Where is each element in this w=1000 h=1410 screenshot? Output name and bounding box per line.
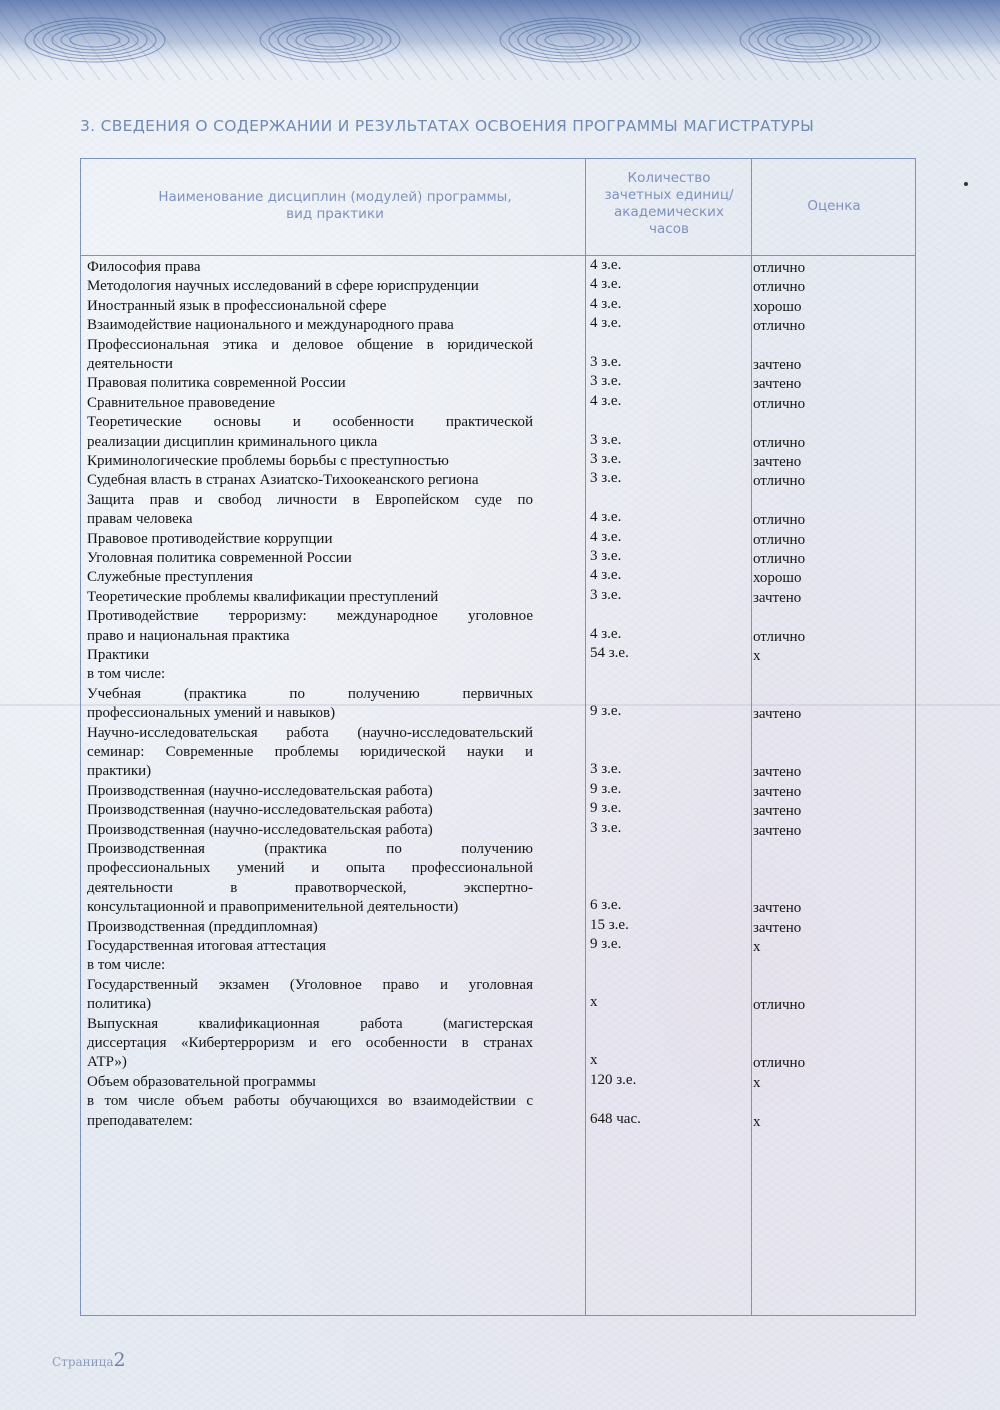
credits-value: 6 з.е. bbox=[590, 897, 622, 914]
table-column-divider bbox=[585, 158, 586, 1316]
discipline-name bbox=[87, 1073, 533, 1092]
table-header-grade: Оценка bbox=[807, 198, 861, 214]
discipline-name bbox=[87, 1092, 533, 1131]
discipline-name-line: Выпускная квалификационная работа (магистерская bbox=[87, 1015, 533, 1032]
discipline-name-line: АТР») bbox=[87, 1054, 127, 1071]
credits-value: 15 з.е. bbox=[590, 916, 629, 933]
credits-value: 4 з.е. bbox=[590, 567, 622, 584]
grade-value: отлично bbox=[753, 551, 806, 567]
grade-value: зачтено bbox=[753, 822, 802, 839]
discipline-name-line: реализации дисциплин криминального цикла bbox=[87, 433, 378, 450]
header-text: вид практики bbox=[286, 206, 384, 222]
discipline-name bbox=[87, 413, 533, 452]
discipline-name-line: Научно-исследовательская работа (научно-исследовательский bbox=[87, 724, 533, 741]
discipline-name-line: Производственная (научно-исследовательская работа) bbox=[87, 821, 433, 838]
grade-value: x bbox=[753, 939, 761, 955]
table-header-credits bbox=[590, 170, 748, 238]
grade-value: зачтено bbox=[753, 783, 802, 800]
discipline-name-line: профессиональных умений и навыков) bbox=[87, 705, 336, 722]
credits-value: 54 з.е. bbox=[590, 645, 629, 661]
discipline-name bbox=[87, 1015, 533, 1073]
credits-value: 3 з.е. bbox=[590, 373, 622, 390]
discipline-name-line: Производственная (практика по получению bbox=[87, 841, 533, 857]
discipline-name bbox=[87, 956, 533, 975]
credits-value: 3 з.е. bbox=[590, 431, 622, 448]
grade-value: x bbox=[753, 1113, 761, 1130]
discipline-name-line: Иностранный язык в профессиональной сфере bbox=[87, 297, 387, 314]
discipline-name-line: Государственная итоговая аттестация bbox=[87, 938, 327, 954]
discipline-name-line: Производственная (преддипломная) bbox=[87, 918, 318, 935]
header-text: часов bbox=[649, 221, 689, 237]
discipline-name bbox=[87, 471, 533, 490]
discipline-name-line: консультационной и правоприменительной деятельности) bbox=[87, 899, 459, 916]
header-text: зачетных единиц/ bbox=[604, 187, 734, 203]
discipline-name bbox=[87, 297, 533, 316]
discipline-name-line: Уголовная политика современной России bbox=[87, 550, 352, 566]
discipline-name-line: право и национальная практика bbox=[87, 627, 290, 644]
discipline-name-line: Взаимодействие национального и международного права bbox=[87, 317, 454, 334]
discipline-name bbox=[87, 568, 533, 587]
credits-value: x bbox=[590, 994, 598, 1011]
discipline-name bbox=[87, 336, 533, 375]
discipline-name-line: в том числе: bbox=[87, 666, 166, 683]
credits-value: 9 з.е. bbox=[590, 800, 622, 817]
credits-value: 3 з.е. bbox=[590, 761, 622, 778]
table-header-discipline bbox=[90, 189, 580, 223]
discipline-name-line: преподавателем: bbox=[87, 1112, 193, 1129]
discipline-name-line: в том числе объем работы обучающихся во взаимодействии с bbox=[87, 1093, 533, 1110]
discipline-name-line: Практики bbox=[87, 647, 149, 663]
discipline-name bbox=[87, 588, 533, 607]
discipline-name-line: Судебная власть в странах Азиатско-Тихоокеанского региона bbox=[87, 472, 479, 489]
grade-value: отлично bbox=[753, 473, 806, 490]
section-title: 3. СВЕДЕНИЯ О СОДЕРЖАНИИ И РЕЗУЛЬТАТАХ ОСВОЕНИЯ ПРОГРАММЫ МАГИСТРАТУРЫ bbox=[80, 117, 815, 135]
credits-value: 4 з.е. bbox=[590, 509, 622, 526]
credits-value: 3 з.е. bbox=[590, 470, 622, 487]
discipline-name bbox=[87, 530, 533, 549]
discipline-name bbox=[87, 724, 533, 782]
grade-value: хорошо bbox=[753, 570, 802, 587]
grade-value: отлично bbox=[753, 395, 806, 412]
credits-value: 3 з.е. bbox=[590, 353, 622, 370]
scan-speck bbox=[964, 182, 968, 186]
table-header-divider bbox=[80, 255, 916, 256]
credits-value: 4 з.е. bbox=[590, 276, 622, 293]
discipline-name-line: Служебные преступления bbox=[87, 569, 253, 586]
discipline-name-line: диссертация «Кибертерроризм и его особенности в странах bbox=[87, 1035, 533, 1051]
discipline-name-line: Противодействие терроризму: международное уголовное bbox=[87, 608, 533, 625]
discipline-name bbox=[87, 665, 533, 684]
grade-value: отлично bbox=[753, 531, 806, 548]
grade-value: отлично bbox=[753, 260, 806, 276]
credits-value: 9 з.е. bbox=[590, 703, 622, 720]
grade-value: зачтено bbox=[753, 589, 802, 606]
discipline-name bbox=[87, 821, 533, 840]
credits-value: 4 з.е. bbox=[590, 625, 622, 642]
credits-value: 3 з.е. bbox=[590, 451, 622, 467]
grade-value: зачтено bbox=[753, 706, 802, 723]
discipline-name-line: Теоретические основы и особенности практической bbox=[87, 414, 533, 431]
discipline-name-line: Правовая политика современной России bbox=[87, 375, 346, 392]
discipline-name bbox=[87, 491, 533, 530]
credits-value: 9 з.е. bbox=[590, 936, 622, 952]
discipline-name-line: семинар: Современные проблемы юридической науки и bbox=[87, 744, 533, 760]
grade-value: зачтено bbox=[753, 764, 802, 781]
discipline-name bbox=[87, 374, 533, 393]
discipline-name-line: Производственная (научно-исследовательская работа) bbox=[87, 782, 433, 799]
grade-value: зачтено bbox=[753, 356, 802, 373]
credits-value: 3 з.е. bbox=[590, 586, 622, 603]
discipline-name-line: правам человека bbox=[87, 511, 193, 528]
discipline-name-line: деятельности bbox=[87, 356, 173, 372]
discipline-name-line: Правовое противодействие коррупции bbox=[87, 530, 333, 547]
credits-value: 4 з.е. bbox=[590, 257, 622, 273]
grade-value: отлично bbox=[753, 318, 806, 335]
discipline-name-line: Сравнительное правоведение bbox=[87, 394, 276, 411]
discipline-name-line: Государственный экзамен (Уголовное право и уголовная bbox=[87, 976, 533, 993]
discipline-name-line: Криминологические проблемы борьбы с преступностью bbox=[87, 453, 449, 469]
discipline-name-line: Теоретические проблемы квалификации преступлений bbox=[87, 588, 439, 605]
discipline-name-line: Защита прав и свобод личности в Европейском суде по bbox=[87, 491, 533, 508]
discipline-name-line: профессиональных умений и опыта профессиональной bbox=[87, 860, 533, 877]
credits-value: 4 з.е. bbox=[590, 295, 622, 312]
grade-value: x bbox=[753, 1074, 761, 1091]
grade-value: зачтено bbox=[753, 919, 802, 936]
discipline-name bbox=[87, 782, 533, 801]
discipline-name bbox=[87, 685, 533, 724]
grade-value: отлично bbox=[753, 279, 806, 296]
grade-value: зачтено bbox=[753, 454, 802, 470]
credits-value: x bbox=[590, 1052, 598, 1069]
discipline-name bbox=[87, 646, 533, 665]
discipline-name-line: Методология научных исследований в сфере юриспруденции bbox=[87, 278, 479, 295]
guilloche-ornament-band bbox=[0, 0, 1000, 100]
page-footer bbox=[52, 1349, 126, 1371]
discipline-name bbox=[87, 258, 533, 277]
discipline-name bbox=[87, 918, 533, 937]
discipline-name bbox=[87, 452, 533, 471]
grade-value: хорошо bbox=[753, 298, 802, 315]
header-text: Наименование дисциплин (модулей) программы, bbox=[158, 189, 512, 205]
credits-value: 648 час. bbox=[590, 1110, 641, 1127]
credits-value: 120 з.е. bbox=[590, 1071, 637, 1088]
grade-value: x bbox=[753, 648, 761, 664]
grade-value: отлично bbox=[753, 997, 806, 1014]
grade-value: отлично bbox=[753, 512, 806, 529]
credits-value: 9 з.е. bbox=[590, 780, 622, 797]
discipline-name bbox=[87, 801, 533, 820]
grade-value: отлично bbox=[753, 628, 806, 645]
credits-value: 3 з.е. bbox=[590, 548, 622, 564]
page-label: Страница bbox=[52, 1355, 114, 1369]
credits-value: 3 з.е. bbox=[590, 819, 622, 836]
grade-value: отлично bbox=[753, 434, 806, 451]
discipline-name bbox=[87, 316, 533, 335]
discipline-name-line: Учебная (практика по получению первичных bbox=[87, 685, 533, 702]
discipline-name bbox=[87, 607, 533, 646]
discipline-name bbox=[87, 394, 533, 413]
discipline-name-line: политика) bbox=[87, 996, 152, 1013]
discipline-name-line: деятельности в правотворческой, экспертно- bbox=[87, 879, 533, 896]
header-text: Количество bbox=[627, 170, 711, 186]
discipline-name-line: в том числе: bbox=[87, 957, 166, 974]
discipline-name bbox=[87, 549, 533, 568]
discipline-name-line: Объем образовательной программы bbox=[87, 1073, 316, 1090]
grade-value: зачтено bbox=[753, 376, 802, 393]
grade-value: зачтено bbox=[753, 803, 802, 820]
header-text: академических bbox=[614, 204, 724, 220]
discipline-name-line: практики) bbox=[87, 763, 152, 780]
grade-value: зачтено bbox=[753, 900, 802, 917]
credits-value: 4 з.е. bbox=[590, 528, 622, 545]
credits-value: 4 з.е. bbox=[590, 392, 622, 409]
discipline-name bbox=[87, 840, 533, 918]
discipline-name-line: Производственная (научно-исследовательская работа) bbox=[87, 802, 433, 819]
page-number: 2 bbox=[113, 1349, 126, 1371]
discipline-name bbox=[87, 937, 533, 956]
credits-value: 4 з.е. bbox=[590, 315, 622, 332]
discipline-name-line: Философия права bbox=[87, 259, 201, 275]
discipline-name bbox=[87, 976, 533, 1015]
grade-value: отлично bbox=[753, 1055, 806, 1072]
discipline-name-line: Профессиональная этика и деловое общение в юридической bbox=[87, 336, 533, 353]
discipline-name bbox=[87, 277, 533, 296]
